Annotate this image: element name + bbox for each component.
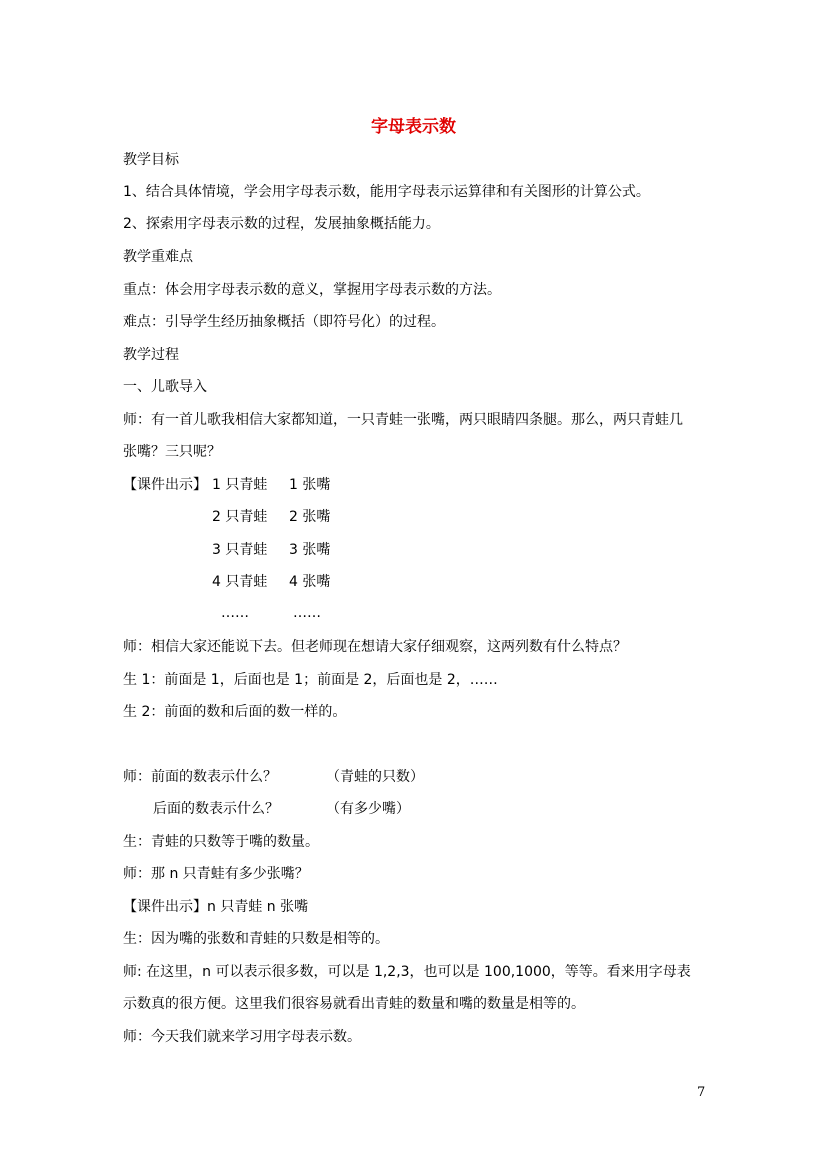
frog-count: 2 只青蛙 (212, 509, 268, 525)
frog-count: 1 只青蛙 (212, 477, 268, 493)
goal-2: 2、探索用字母表示数的过程，发展抽象概括能力。 (123, 216, 440, 232)
mouth-count: 2 张嘴 (289, 509, 331, 525)
teacher-line-5b: 示数真的很方便。这里我们很容易就看出青蛙的数量和嘴的数量是相等的。 (123, 996, 585, 1012)
teacher-line-3b: 后面的数表示什么？ (153, 801, 279, 817)
frog-ellipsis: …… (221, 605, 249, 621)
teacher-line-3-answer: （青蛙的只数） (326, 769, 424, 785)
mouth-count: 4 张嘴 (289, 574, 331, 590)
show-line-2: 【课件出示】n 只青蛙 n 张嘴 (123, 899, 309, 915)
page-number: 7 (697, 1085, 706, 1100)
process-heading: 教学过程 (123, 347, 179, 363)
mouth-count: 3 张嘴 (289, 542, 331, 558)
frog-count: 3 只青蛙 (212, 542, 268, 558)
mouth-count: 1 张嘴 (289, 477, 331, 493)
teacher-line-3b-answer: （有多少嘴） (326, 801, 410, 817)
student-line-4: 生：因为嘴的张数和青蛙的只数是相等的。 (123, 931, 389, 947)
show-label: 【课件出示】 (123, 477, 207, 493)
teacher-line-3: 师：前面的数表示什么？ (123, 769, 277, 785)
student-line-3: 生：青蛙的只数等于嘴的数量。 (123, 834, 319, 850)
document-title: 字母表示数 (371, 117, 456, 137)
teacher-line-1b: 张嘴？三只呢？ (123, 444, 221, 460)
mouth-ellipsis: …… (293, 605, 321, 621)
key-point: 重点：体会用字母表示数的意义，掌握用字母表示数的方法。 (123, 282, 501, 298)
section-1-heading: 一、儿歌导入 (123, 379, 207, 395)
student-line-2: 生 2：前面的数和后面的数一样的。 (123, 704, 347, 720)
teacher-line-6: 师：今天我们就来学习用字母表示数。 (123, 1029, 361, 1045)
student-line-1: 生 1：前面是 1，后面也是 1；前面是 2，后面也是 2，…… (123, 672, 498, 688)
teacher-line-1a: 师：有一首儿歌我相信大家都知道，一只青蛙一张嘴，两只眼睛四条腿。那么，两只青蛙几 (123, 412, 683, 428)
teacher-line-4: 师：那 n 只青蛙有多少张嘴？ (123, 866, 309, 882)
key-heading: 教学重难点 (123, 249, 193, 265)
goal-1: 1、结合具体情境，学会用字母表示数，能用字母表示运算律和有关图形的计算公式。 (123, 184, 650, 200)
goals-heading: 教学目标 (123, 152, 179, 168)
teacher-line-5a: 师: 在这里，n 可以表示很多数，可以是 1,2,3，也可以是 100,1000，等等。看来用字母表 (123, 964, 691, 980)
frog-count: 4 只青蛙 (212, 574, 268, 590)
difficult-point: 难点：引导学生经历抽象概括（即符号化）的过程。 (123, 314, 445, 330)
teacher-line-2: 师：相信大家还能说下去。但老师现在想请大家仔细观察，这两列数有什么特点？ (123, 639, 627, 655)
